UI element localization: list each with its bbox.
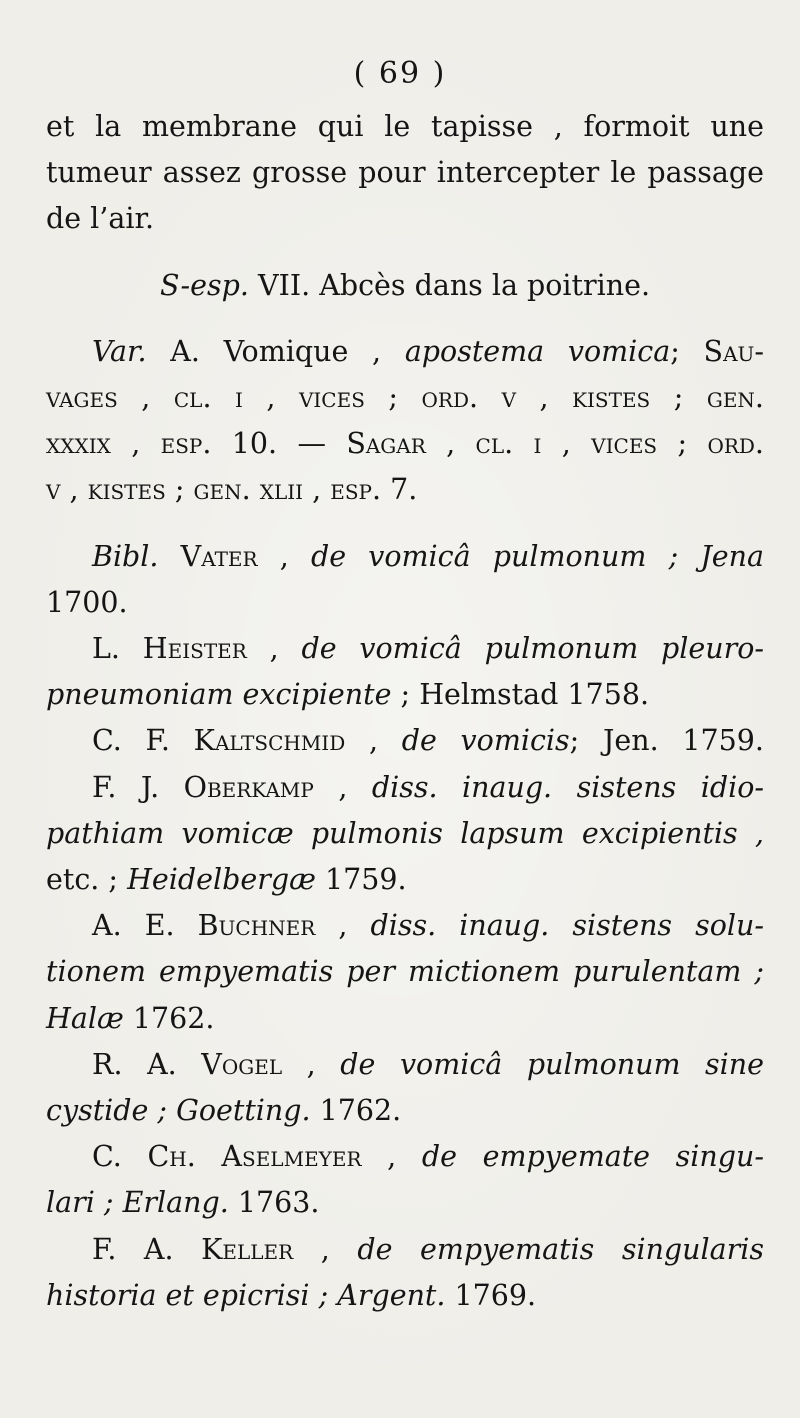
- heading-label: S-esp.: [159, 268, 249, 302]
- work-title: diss. inaug. sistens solu-: [370, 909, 764, 943]
- bibliography-entry: [46, 765, 764, 904]
- text-line: Var. A. Vomique , apostema vomica; Sau-: [92, 334, 764, 368]
- text-line: et la membrane qui le tapisse , formoit une: [46, 110, 764, 143]
- text-line: [46, 534, 764, 580]
- bibliography-entry: [46, 1042, 764, 1134]
- work-title: de vomicâ pulmonum pleuro-: [301, 632, 765, 666]
- author-name: L. Heister ,: [92, 632, 279, 666]
- species-heading: [46, 263, 764, 309]
- text-line: xxxix , esp. 10. — Sagar , cl. i , vices ; ord.: [46, 427, 764, 461]
- text-line: [46, 1134, 764, 1180]
- bibliography-entry: [46, 1227, 764, 1319]
- work-title: de empyematis singularis: [357, 1232, 764, 1266]
- bibliography-entry: [46, 903, 764, 1042]
- text-line: pathiam vomicæ pulmonis lapsum excipientis ,: [46, 816, 764, 850]
- text-line: [46, 903, 764, 949]
- text-line: C. F. Kaltschmid , de vomicis; Jen. 1759.: [92, 724, 764, 758]
- text-line: [46, 1227, 764, 1273]
- work-title: de vomicâ pulmonum ; Jena: [310, 539, 764, 573]
- bibliography-label: Bibl.: [92, 539, 159, 573]
- author-name: Vater ,: [180, 539, 289, 573]
- text-line: Halæ 1762.: [46, 1001, 215, 1035]
- text-line: tumeur assez grosse pour intercepter le passage: [46, 156, 764, 190]
- intro-paragraph: [46, 104, 764, 243]
- work-title: de empyemate singu-: [421, 1140, 764, 1174]
- text-line: 1700.: [46, 585, 128, 619]
- author-name: R. A. Vogel ,: [92, 1047, 316, 1081]
- text-line: vages , cl. i , vices ; ord. v , kistes ; gen.: [46, 381, 764, 415]
- variety-label: Var.: [92, 334, 147, 368]
- author-name: F. A. Keller ,: [92, 1232, 330, 1266]
- text-line: lari ; Erlang. 1763.: [46, 1186, 320, 1220]
- text-line: historia et epicrisi ; Argent. 1769.: [46, 1278, 537, 1312]
- text-line: v , kistes ; gen. xlii , esp. 7.: [46, 473, 418, 507]
- text-line: pneumoniam excipiente ; Helmstad 1758.: [46, 678, 650, 712]
- work-title: diss. inaug. sistens idio-: [371, 770, 764, 804]
- text-line: de l’air.: [46, 202, 155, 236]
- text-line: tionem empyematis per mictionem purulentam ;: [46, 955, 764, 989]
- work-title: de vomicis: [401, 724, 570, 758]
- bibliography-entry: [46, 626, 764, 718]
- text-line: [46, 1042, 764, 1088]
- text-line: [46, 765, 764, 811]
- page-text: [46, 104, 764, 1319]
- text-line: etc. ; Heidelbergæ 1759.: [46, 863, 407, 897]
- author-name: A. E. Buchner ,: [92, 909, 348, 943]
- heading-text: VII. Abcès dans la poitrine.: [258, 268, 651, 302]
- bibliography-entry: [46, 718, 764, 764]
- author-name: C. F. Kaltschmid ,: [92, 724, 379, 758]
- page-number: ( 69 ): [353, 56, 447, 91]
- text-line: [46, 626, 764, 672]
- bibliography-entry: [46, 1134, 764, 1226]
- variety-paragraph: [46, 329, 764, 514]
- bibliography-entry: [46, 534, 764, 626]
- author-name: C. Ch. Aselmeyer ,: [92, 1140, 397, 1174]
- work-title: de vomicâ pulmonum sine: [340, 1047, 764, 1081]
- text-line: cystide ; Goetting. 1762.: [46, 1094, 402, 1128]
- author-name: F. J. Oberkamp ,: [92, 770, 348, 804]
